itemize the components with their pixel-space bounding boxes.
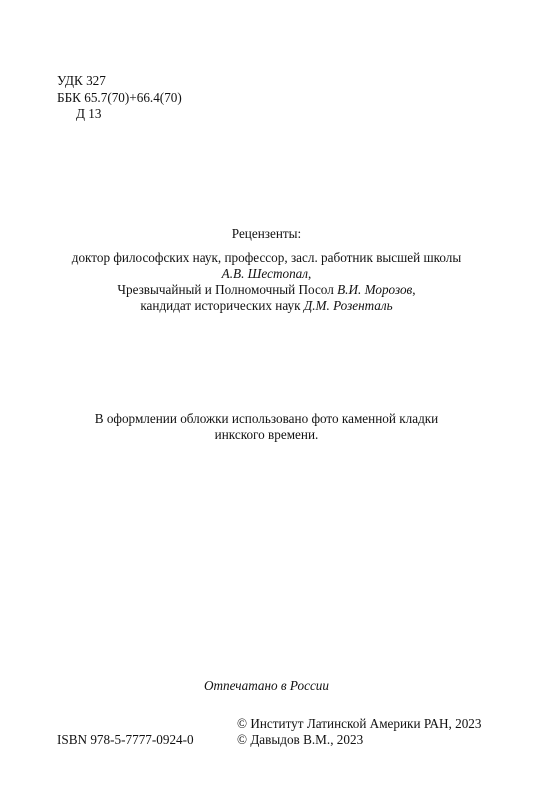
reviewer-3-title: кандидат исторических наук bbox=[140, 298, 304, 313]
reviewers-heading: Рецензенты: bbox=[231, 226, 302, 241]
udk-code: УДК 327 bbox=[57, 73, 106, 88]
reviewer-1-title: доктор философских наук, профессор, засл. работник высшей школы bbox=[71, 250, 462, 265]
reviewer-2-title: Чрезвычайный и Полномочный Посол bbox=[117, 282, 338, 297]
reviewer-1-line bbox=[0, 266, 533, 282]
reviewer-3-name: Д.М. Розенталь bbox=[303, 298, 393, 313]
copyright-author: © Давыдов В.М., 2023 bbox=[237, 732, 364, 747]
reviewer-1-name: А.В. Шестопал bbox=[221, 266, 309, 281]
isbn: ISBN 978-5-7777-0924-0 bbox=[57, 732, 194, 747]
reviewer-2-name: В.И. Морозов bbox=[337, 282, 413, 297]
reviewer-1-comma: , bbox=[308, 266, 312, 281]
copyright-institute: © Институт Латинской Америки РАН, 2023 bbox=[237, 716, 482, 731]
reviewer-2-comma: , bbox=[412, 282, 416, 297]
cover-note-line-2: инкского времени. bbox=[214, 427, 319, 442]
printed-in-russia: Отпечатано в России bbox=[203, 678, 329, 693]
author-mark: Д 13 bbox=[76, 106, 102, 121]
bbk-code: ББК 65.7(70)+66.4(70) bbox=[57, 90, 182, 105]
reviewer-3-line bbox=[0, 298, 533, 314]
reviewer-2-line bbox=[0, 282, 533, 298]
cover-note-line-1: В оформлении обложки использовано фото каменной кладки bbox=[94, 411, 439, 426]
